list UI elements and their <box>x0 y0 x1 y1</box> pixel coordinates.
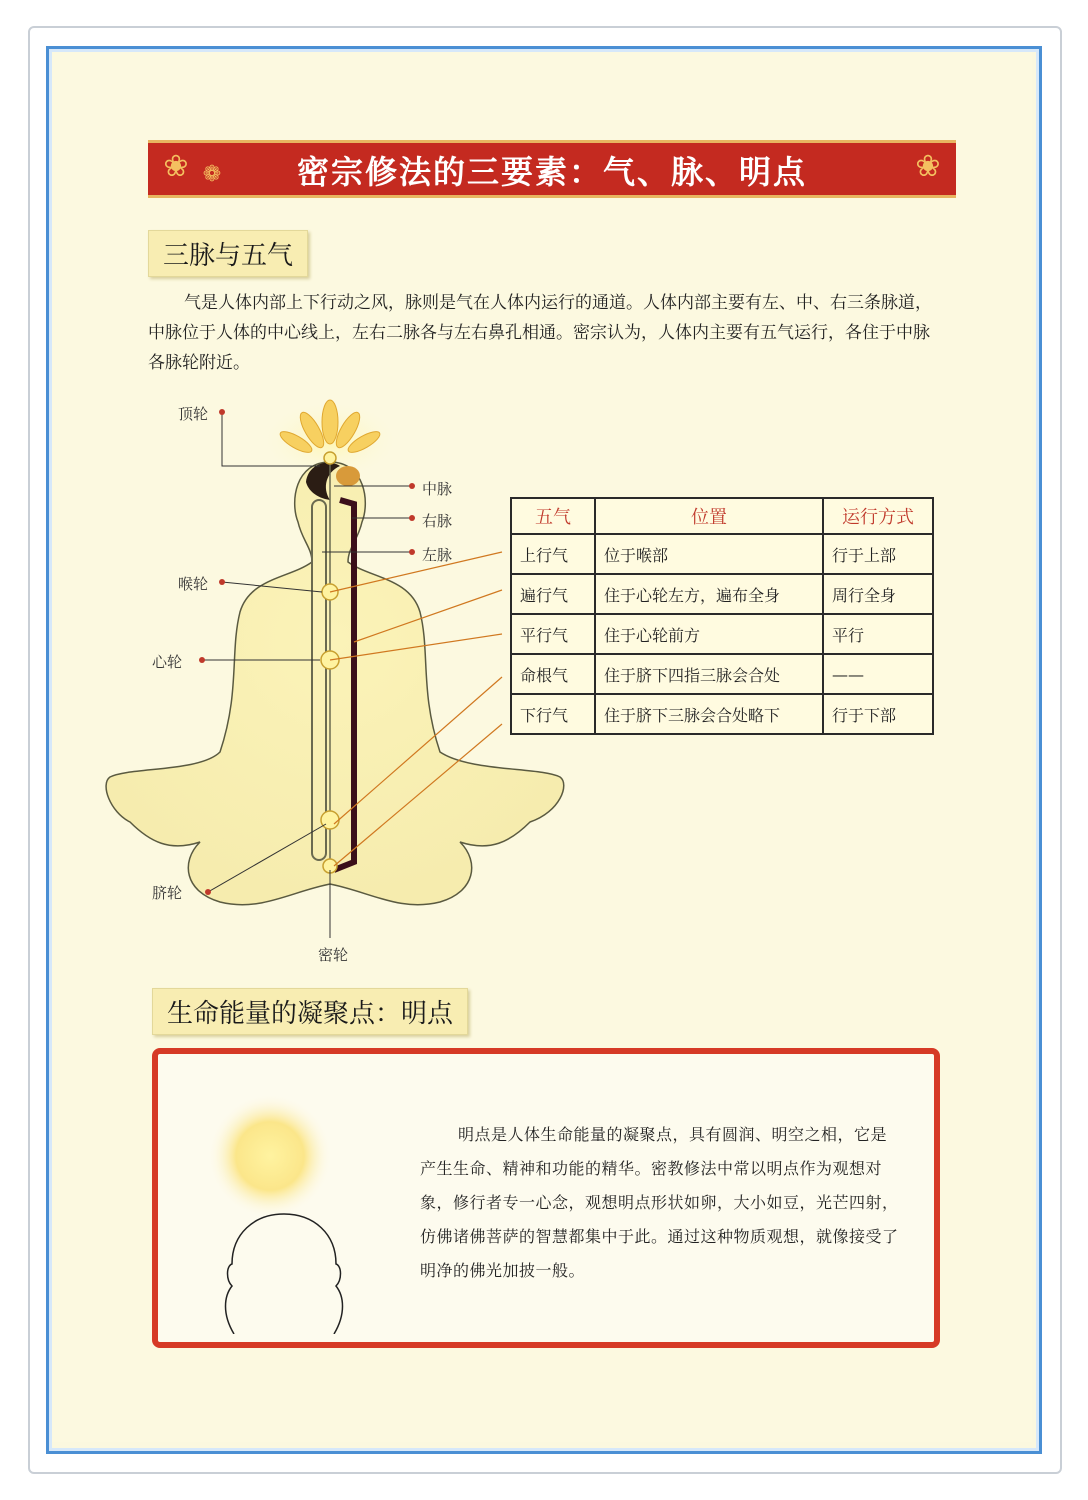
table-row <box>511 654 933 694</box>
label-secret-chakra: 密轮 <box>318 946 349 964</box>
cell-movement: 行于上部 <box>823 534 933 574</box>
sun-icon <box>208 1094 332 1218</box>
header-wind: 五气 <box>511 498 595 534</box>
cell-wind: 下行气 <box>511 694 595 734</box>
right-ornament-icon: ❀ <box>915 149 941 184</box>
table-row <box>511 694 933 734</box>
crown-orb <box>336 466 360 486</box>
cell-wind: 命根气 <box>511 654 595 694</box>
cell-location: 住于心轮前方 <box>595 614 823 654</box>
label-right-channel: 右脉 <box>422 512 453 530</box>
cell-movement: 平行 <box>823 614 933 654</box>
head-with-sun-illustration <box>188 1074 388 1334</box>
section-heading-bindu: 生命能量的凝聚点：明点 <box>152 988 468 1035</box>
label-navel-chakra: 脐轮 <box>152 884 183 902</box>
intro-paragraph: 气是人体内部上下行动之风，脉则是气在人体内运行的通道。人体内部主要有左、中、右三条脉道，中脉位于人体的中心线上，左右二脉各与左右鼻孔相通。密宗认为，人体内主要有五气运行，各住于中脉各脉轮附近。 <box>148 293 932 373</box>
label-central-channel: 中脉 <box>422 480 453 498</box>
crown-chakra-dot <box>324 452 336 464</box>
table-row <box>511 534 933 574</box>
cell-wind: 平行气 <box>511 614 595 654</box>
cell-movement: 行于下部 <box>823 694 933 734</box>
bindu-box <box>152 1048 940 1348</box>
left-ornament-icon-2: ❁ <box>202 162 222 187</box>
table-row <box>511 614 933 654</box>
cell-location: 住于心轮左方，遍布全身 <box>595 574 823 614</box>
header-movement: 运行方式 <box>823 498 933 534</box>
cell-wind: 上行气 <box>511 534 595 574</box>
cell-location: 位于喉部 <box>595 534 823 574</box>
title-banner <box>148 140 956 198</box>
bindu-paragraph: 明点是人体生命能量的凝聚点，具有圆润、明空之相，它是产生生命、精神和功能的精华。密教修法中常以明点作为观想对象，修行者专一心念，观想明点形状如卵，大小如豆，光芒四射，仿佛诸佛菩萨的智慧都集中于此。通过这种物质观想，就像接受了明净的佛光加披一般。 <box>420 1125 899 1280</box>
label-left-channel: 左脉 <box>422 546 453 564</box>
page-title: 密宗修法的三要素：气、脉、明点 <box>296 153 807 191</box>
label-throat-chakra: 喉轮 <box>178 575 209 593</box>
table-row <box>511 574 933 614</box>
cell-location: 住于脐下三脉会合处略下 <box>595 694 823 734</box>
table-header-row <box>511 498 933 534</box>
label-crown-chakra: 顶轮 <box>178 405 209 423</box>
navel-chakra-dot <box>321 811 339 829</box>
cell-movement: 周行全身 <box>823 574 933 614</box>
cell-movement: —— <box>823 654 933 694</box>
left-ornament-icon: ❀ <box>163 149 189 184</box>
cell-location: 住于脐下四指三脉会合处 <box>595 654 823 694</box>
header-location: 位置 <box>595 498 823 534</box>
cell-wind: 遍行气 <box>511 574 595 614</box>
five-winds-table <box>510 497 934 735</box>
label-heart-chakra: 心轮 <box>152 653 183 671</box>
head-outline-icon <box>226 1214 343 1334</box>
section-heading-three-channels: 三脉与五气 <box>148 230 308 277</box>
